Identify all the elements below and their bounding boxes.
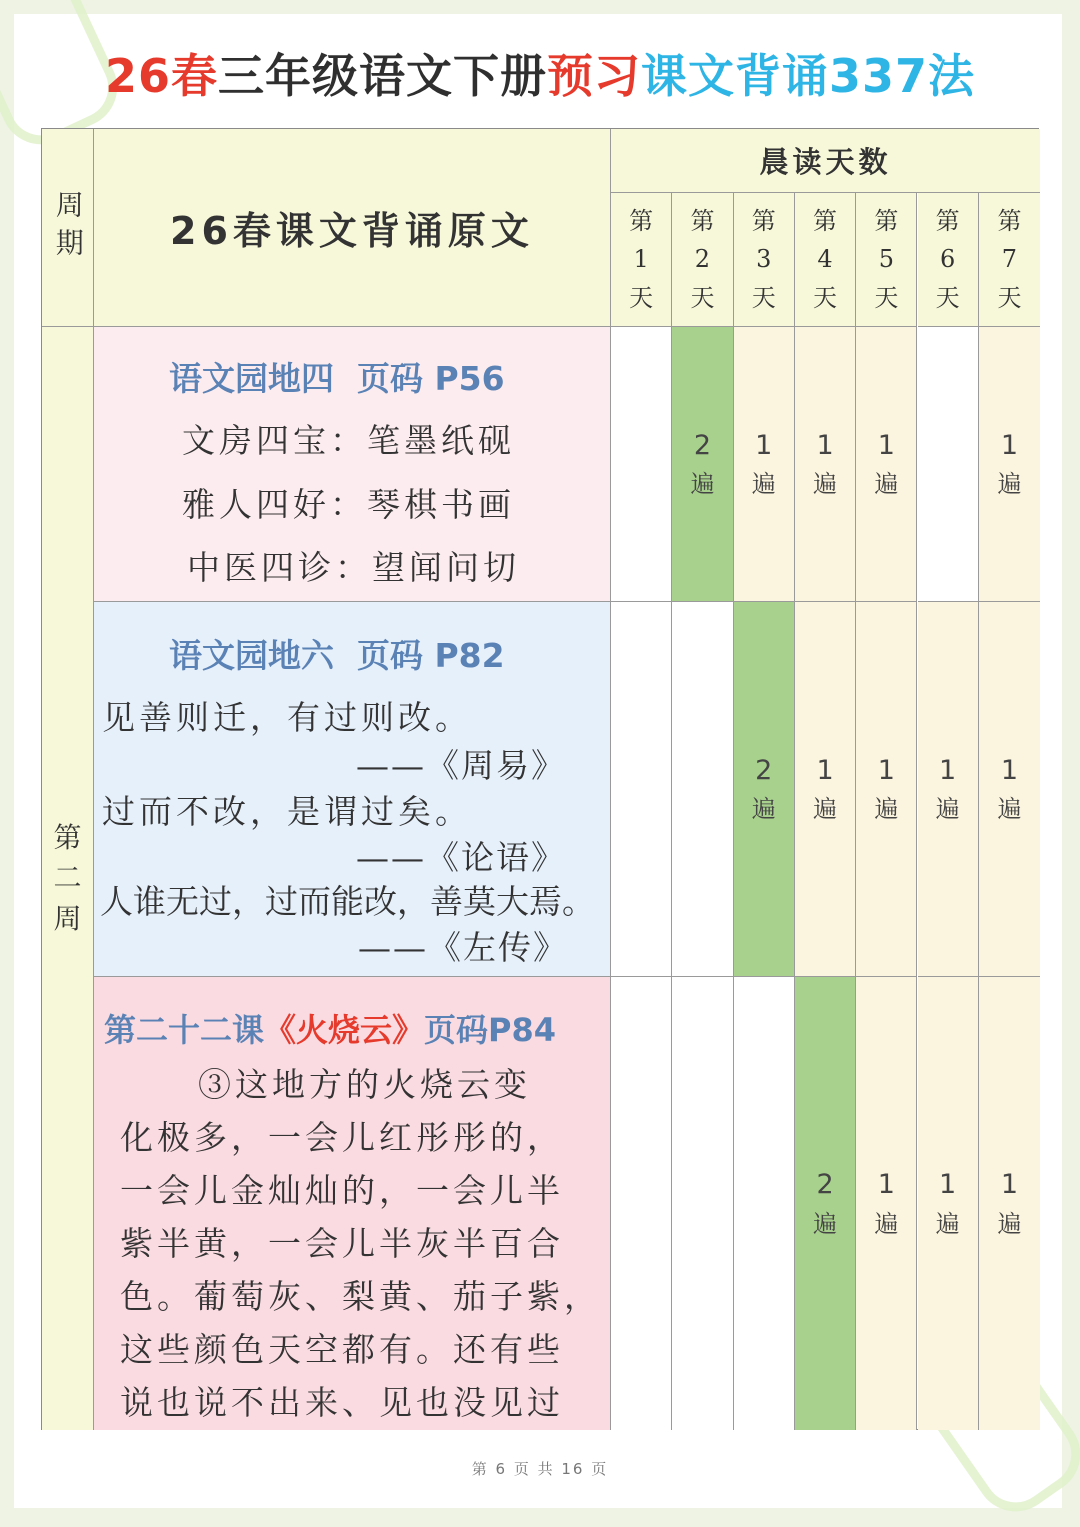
count-cell	[856, 602, 917, 977]
source-line: ——《论语》	[356, 838, 566, 877]
day-header-6	[918, 193, 979, 327]
text-line: ③这地方的火烧云变	[198, 1065, 531, 1104]
count-value: 1	[1000, 429, 1019, 461]
day-header-char: 天	[690, 283, 715, 312]
count-value: 1	[939, 1169, 957, 1201]
text-line: 一会儿金灿灿的，一会儿半	[120, 1171, 564, 1210]
count-cell	[611, 602, 672, 977]
text-line: 色。葡萄灰、梨黄、茄子紫，	[120, 1277, 601, 1316]
day-header-char: 第	[690, 206, 715, 235]
day-header-7	[979, 193, 1040, 327]
count-cell	[734, 327, 795, 602]
count-unit: 遍	[690, 470, 715, 499]
section-heading: 语文园地四 页码 P56	[169, 359, 505, 398]
text-line: 这些颜色天空都有。还有些	[120, 1330, 564, 1369]
count-value: 1	[755, 429, 773, 461]
text-line: 中医四诊：望闻问切	[187, 548, 520, 587]
count-cell	[795, 327, 856, 602]
count-value: 1	[816, 429, 834, 461]
days-header-label: 晨读天数	[759, 145, 892, 179]
count-cell	[856, 327, 917, 602]
count-value: 2	[816, 1169, 834, 1201]
count-cell	[856, 977, 917, 1430]
content-header-label: 26春课文背诵原文	[170, 209, 534, 253]
week-label	[42, 327, 94, 1430]
count-cell	[979, 602, 1040, 977]
count-unit: 遍	[751, 795, 776, 824]
text-line: 紫半黄，一会儿半灰半百合	[120, 1224, 564, 1263]
count-cell	[795, 602, 856, 977]
day-header-char: 4	[817, 245, 833, 274]
count-value: 2	[755, 754, 773, 786]
count-cell	[672, 327, 733, 602]
count-value: 1	[939, 754, 957, 786]
title-part-grade: 三年级语文下册	[217, 49, 547, 103]
text-line: 文房四宝：笔墨纸砚	[182, 421, 515, 460]
day-header-char: 第	[813, 206, 838, 235]
count-cell	[672, 977, 733, 1430]
day-header-char: 1	[633, 245, 649, 274]
section-lesson-22	[94, 977, 611, 1430]
count-cell	[918, 977, 979, 1430]
count-cell	[918, 602, 979, 977]
day-header-char: 5	[878, 245, 894, 274]
lesson-title: 《火烧云》	[264, 1011, 425, 1049]
count-cell	[979, 327, 1040, 602]
count-unit: 遍	[997, 795, 1022, 824]
count-cell	[611, 327, 672, 602]
count-unit: 遍	[813, 1209, 838, 1238]
text-line: 过而不改，是谓过矣。	[102, 792, 472, 831]
week-header	[42, 129, 94, 327]
week-header-label: 周期	[51, 189, 85, 266]
count-unit: 遍	[997, 1209, 1022, 1238]
count-cell	[918, 327, 979, 602]
lesson-number: 第二十二课	[104, 1011, 265, 1049]
day-header-char: 天	[813, 283, 838, 312]
count-cell	[611, 977, 672, 1430]
count-unit: 遍	[874, 470, 899, 499]
day-header-3	[734, 193, 795, 327]
day-header-2	[672, 193, 733, 327]
title-part-year: 26春	[104, 49, 218, 103]
week-label-char: 二	[53, 861, 82, 895]
day-header-char: 第	[935, 206, 960, 235]
count-unit: 遍	[813, 795, 838, 824]
section-heading: 语文园地六 页码 P82	[169, 636, 505, 675]
day-header-char: 天	[629, 283, 654, 312]
lesson-page: 页码P84	[424, 1011, 557, 1049]
day-header-char: 7	[1001, 245, 1018, 274]
count-unit: 遍	[935, 795, 960, 824]
day-header-char: 第	[629, 206, 654, 235]
count-unit: 遍	[874, 1209, 899, 1238]
page-title	[0, 40, 1080, 106]
day-header-char: 第	[874, 206, 899, 235]
source-line: ——《左传》	[358, 928, 568, 967]
count-unit: 遍	[813, 470, 838, 499]
day-header-char: 天	[997, 283, 1022, 312]
day-header-char: 天	[751, 283, 776, 312]
text-line: 雅人四好：琴棋书画	[182, 485, 515, 524]
day-header-5	[856, 193, 917, 327]
count-value: 1	[1000, 754, 1019, 786]
count-unit: 遍	[874, 795, 899, 824]
count-cell	[795, 977, 856, 1430]
text-line: 说也说不出来、见也没见过	[120, 1383, 564, 1422]
day-header-char: 天	[874, 283, 899, 312]
day-header-char: 天	[935, 283, 960, 312]
day-header-char: 2	[694, 245, 711, 274]
day-header-char: 6	[940, 245, 956, 274]
text-line: 人谁无过，过而能改，善莫大焉。	[100, 882, 595, 921]
count-unit: 遍	[935, 1209, 960, 1238]
count-value: 1	[877, 429, 895, 461]
count-value: 1	[877, 754, 895, 786]
title-part-method: 课文背诵337法	[640, 49, 976, 103]
day-header-char: 3	[756, 245, 772, 274]
count-value: 1	[877, 1169, 895, 1201]
days-header	[611, 129, 1040, 193]
day-header-1	[611, 193, 672, 327]
count-cell	[734, 977, 795, 1430]
source-line: ——《周易》	[356, 746, 566, 785]
section-garden-four	[94, 327, 611, 602]
count-cell	[672, 602, 733, 977]
count-value: 1	[1000, 1169, 1019, 1201]
day-header-char: 第	[751, 206, 776, 235]
count-unit: 遍	[997, 470, 1022, 499]
text-line: 化极多，一会儿红彤彤的，	[120, 1118, 564, 1157]
day-header-4	[795, 193, 856, 327]
text-line: 见善则迁，有过则改。	[102, 698, 472, 737]
week-label-char: 周	[53, 901, 82, 935]
content-header	[94, 129, 611, 327]
count-unit: 遍	[751, 470, 776, 499]
section-heading	[104, 1005, 556, 1051]
count-value: 2	[693, 429, 712, 461]
count-cell	[734, 602, 795, 977]
day-header-char: 第	[997, 206, 1022, 235]
week-label-char: 第	[53, 820, 82, 854]
recitation-table	[41, 128, 1039, 1430]
title-part-preview: 预习	[546, 49, 641, 103]
count-cell	[979, 977, 1040, 1430]
count-value: 1	[816, 754, 834, 786]
page-footer: 第 6 页 共 16 页	[471, 1460, 609, 1478]
section-garden-six	[94, 602, 611, 977]
